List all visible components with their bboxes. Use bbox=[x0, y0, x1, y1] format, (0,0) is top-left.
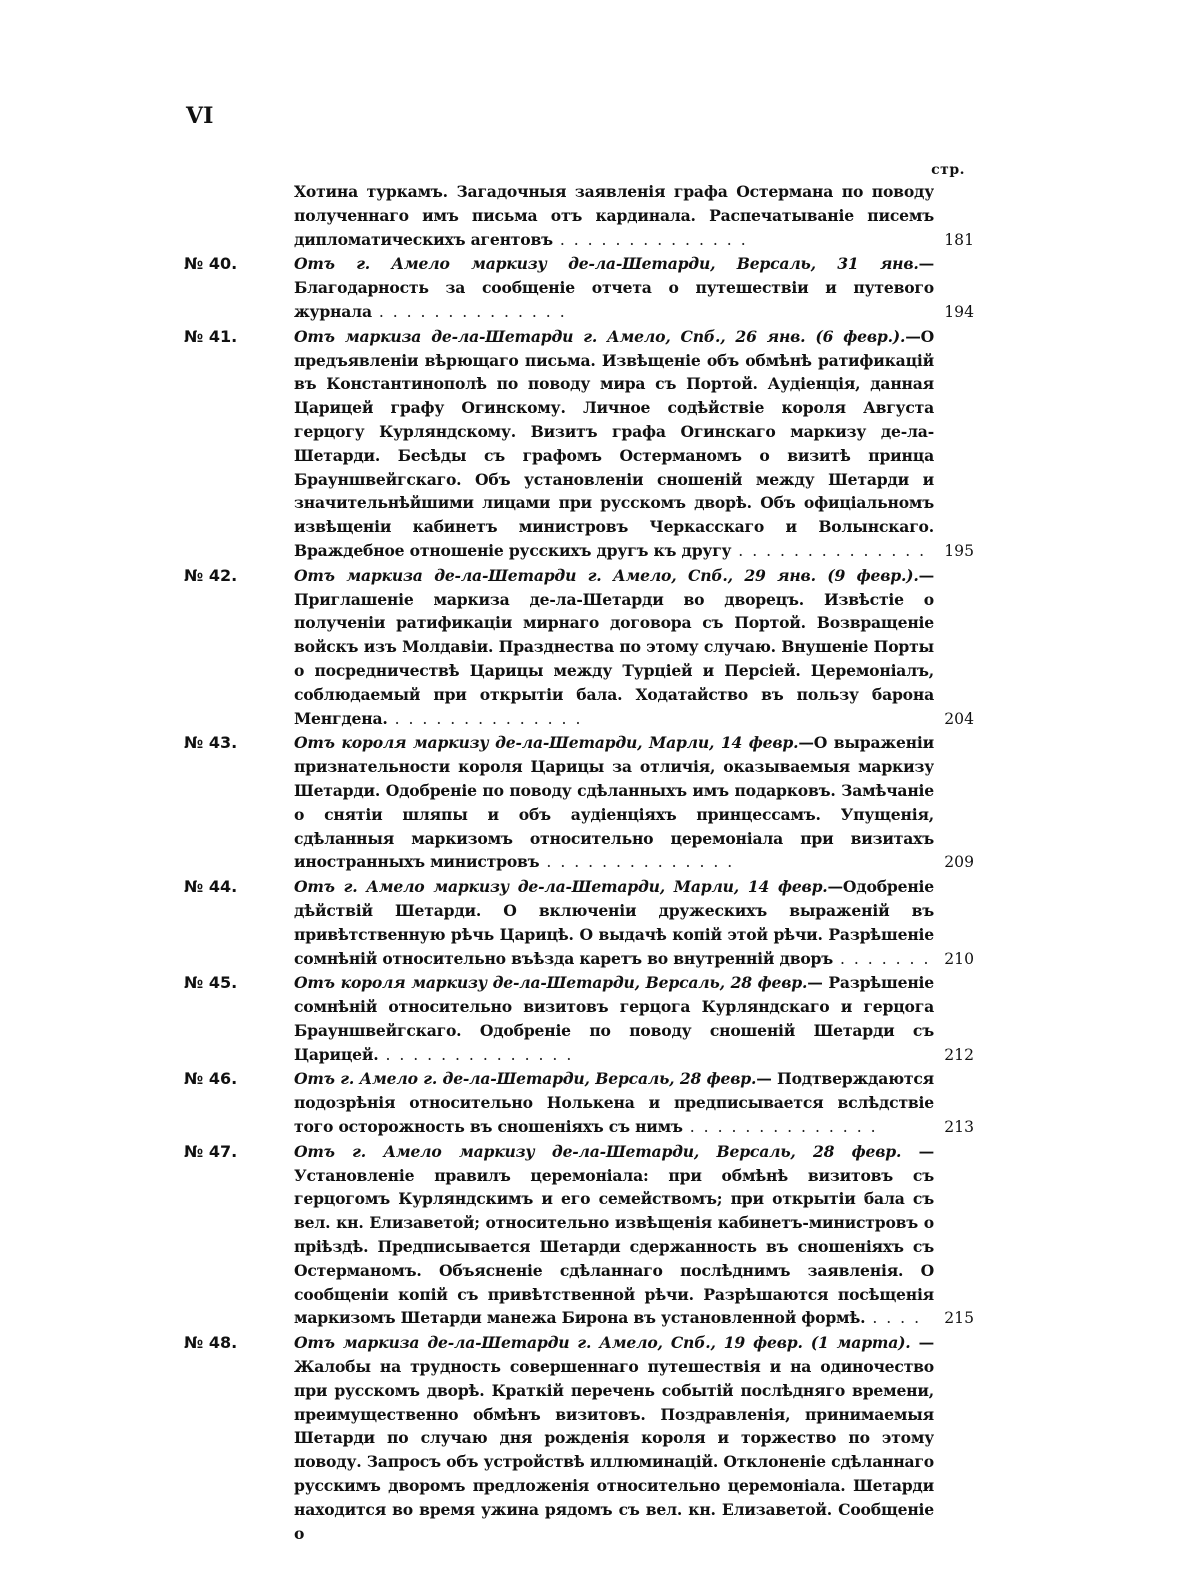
entry-description bbox=[294, 731, 934, 875]
entry-heading: Отъ маркиза де-ла-Шетарди г. Амело, Спб., 19 февр. (1 марта). bbox=[294, 1333, 911, 1353]
page-number: VI bbox=[186, 103, 214, 129]
entry-page-number: 204 bbox=[944, 709, 974, 728]
entry-page-number: 213 bbox=[944, 1118, 974, 1137]
entry-summary: — Установленіе правилъ церемоніала: при обмѣнѣ визитовъ съ герцогомъ Курляндскимъ и его семействомъ; при открытіи бала съ вел. кн. Елизаветой; относительно извѣщенія кабинетъ-министровъ о пріѣздѣ. Предписывается Шетарди сдержанность въ сношеніяхъ съ Остерманомъ. Объясненіе сдѣланнаго послѣднимъ заявленія. О сообщеніи копій съ привѣтственной рѣчи. Разрѣшаются посѣщенія маркизомъ Шетарди манежа Бирона въ установленной формѣ. bbox=[294, 1141, 934, 1328]
entry-number: № 44. bbox=[184, 877, 238, 897]
entry-page-number: 181 bbox=[944, 230, 974, 249]
toc-entry bbox=[184, 180, 974, 252]
entry-number: № 42. bbox=[184, 565, 238, 585]
entry-summary: —О выраженіи признательности короля Царицы за отличія, оказываемыя маркизу Шетарди. Одобреніе по поводу сдѣланныхъ имъ подарковъ. Замѣчаніе о снятіи шляпы и объ аудіенціяхъ принцессамъ. Упущенія, сдѣланныя маркизомъ относительно церемоніала при визитахъ иностранныхъ министровъ bbox=[294, 733, 934, 872]
entry-page-number: 209 bbox=[944, 853, 974, 872]
dot-leader: . . . . . . . . . . . . . . bbox=[371, 302, 567, 321]
entry-number: № 47. bbox=[184, 1141, 238, 1161]
entry-heading: Отъ г. Амело маркизу де-ла-Шетарди, Версаль, 31 янв. bbox=[294, 254, 919, 274]
entry-description bbox=[294, 1331, 934, 1545]
dot-leader: . . . . . . . . . . . . . . bbox=[378, 1045, 574, 1064]
entry-summary: —Приглашеніе маркиза де-ла-Шетарди во дворецъ. Извѣстіе о полученіи ратификаціи мирнаго договора съ Портой. Возвращеніе войскъ изъ Молдавіи. Празднества по этому случаю. Внушеніе Порты о посредничествѣ Царицы между Турціей и Персіей. Церемоніалъ, соблюдаемый при открытіи бала. Ходатайство въ пользу барона Менгдена. bbox=[294, 565, 934, 728]
entry-description bbox=[294, 564, 934, 732]
entry-heading: Отъ короля маркизу де-ла-Шетарди, Марли, 14 февр. bbox=[294, 733, 799, 753]
entry-number: № 48. bbox=[184, 1333, 238, 1353]
entry-heading: Отъ короля маркизу де-ла-Шетарди, Версаль, 28 февр. bbox=[294, 973, 808, 993]
toc-entry bbox=[184, 252, 974, 324]
entry-page-number: 212 bbox=[944, 1045, 974, 1064]
entry-summary: — Разрѣшеніе сомнѣній относительно визитовъ герцога Курляндскаго и герцога Брауншвейгскаго. Одобреніе по поводу сношеній Шетарди съ Царицей. bbox=[294, 973, 934, 1064]
toc-entry bbox=[184, 875, 974, 971]
entry-summary: — Благодарность за сообщеніе отчета о путешествіи и путевого журнала bbox=[294, 254, 934, 321]
entry-heading: Отъ г. Амело маркизу де-ла-Шетарди, Версаль, 28 февр. bbox=[294, 1141, 902, 1161]
entry-summary: —Одобреніе дѣйствій Шетарди. О включеніи дружескихъ выраженій въ привѣтственную рѣчь Царицѣ. О выдачѣ копій этой рѣчи. Разрѣшеніе сомнѣній относительно въѣзда каретъ во внутренній дворъ bbox=[294, 877, 934, 968]
entry-description bbox=[294, 1140, 934, 1331]
entry-page-number: 210 bbox=[944, 949, 974, 968]
entry-page-number: 195 bbox=[944, 541, 974, 560]
entry-page-number: 194 bbox=[944, 302, 974, 321]
dot-leader: . . . . . . . . . . . . . . bbox=[552, 230, 748, 249]
toc-entry bbox=[184, 325, 974, 564]
entry-heading: Отъ маркиза де-ла-Шетарди г. Амело, Спб., 29 янв. (9 февр.). bbox=[294, 565, 919, 585]
entry-number: № 45. bbox=[184, 973, 238, 993]
page-column-header: стр. bbox=[931, 162, 965, 178]
entry-number: № 43. bbox=[184, 733, 238, 753]
entry-number: № 40. bbox=[184, 254, 238, 274]
entry-heading: Отъ г. Амело маркизу де-ла-Шетарди, Марли, 14 февр. bbox=[294, 877, 828, 897]
entry-page-number: 215 bbox=[944, 1309, 974, 1328]
entry-number bbox=[184, 180, 294, 252]
toc-entry bbox=[184, 731, 974, 875]
entry-summary: — Подтверждаются подозрѣнія относительно Нолькена и предписывается вслѣдствіе того осторожность въ сношеніяхъ съ нимъ bbox=[294, 1069, 934, 1137]
entry-description bbox=[294, 180, 934, 252]
entry-description bbox=[294, 325, 934, 564]
toc-entry bbox=[184, 564, 974, 732]
entry-heading: Отъ маркиза де-ла-Шетарди г. Амело, Спб., 26 янв. (6 февр.). bbox=[294, 326, 906, 346]
entry-number: № 46. bbox=[184, 1069, 238, 1089]
dot-leader: . . . . . . . . . . . . . . bbox=[539, 853, 735, 872]
entry-summary: —О предъявленіи вѣрющаго письма. Извѣщеніе объ обмѣнѣ ратификацій въ Константинополѣ по поводу мира съ Портой. Аудіенція, данная Царицей графу Огинскому. Личное содѣйствіе короля Августа герцогу Курляндскому. Визитъ графа Огинскаго маркизу де-ла-Шетарди. Бесѣды съ графомъ Остерманомъ о визитѣ принца Брауншвейгскаго. Объ установленіи сношеній между Шетарди и значительнѣйшими лицами при русскомъ дворѣ. Объ офиціальномъ извѣщеніи кабинетъ министровъ Черкасскаго и Волынскаго. Враждебное отношеніе русскихъ другъ къ другу bbox=[294, 326, 934, 560]
entry-description bbox=[294, 875, 934, 971]
entry-summary: Хотина туркамъ. Загадочныя заявленія графа Остермана по поводу полученнаго имъ письма отъ кардинала. Распечатываніе писемъ дипломатическихъ агентовъ bbox=[294, 182, 934, 249]
entry-number: № 41. bbox=[184, 326, 238, 346]
entry-summary: — Жалобы на трудность совершеннаго путешествія и на одиночество при русскомъ дворѣ. Краткій перечень событій послѣдняго времени, преимущественно обмѣнъ визитовъ. Поздравленія, принимаемыя Шетарди по случаю дня рожденія короля и торжество по этому поводу. Запросъ объ устройствѣ иллюминацій. Отклоненіе сдѣланнаго русскимъ дворомъ предложенія относительно церемоніала. Шетарди находится во время ужина рядомъ съ вел. кн. Елизаветой. Сообщеніе о bbox=[294, 1333, 934, 1543]
toc-entry bbox=[184, 971, 974, 1067]
dot-leader: . . . . bbox=[865, 1309, 922, 1328]
toc-entry bbox=[184, 1067, 974, 1139]
dot-leader: . . . . . . . . . . . . . . bbox=[731, 541, 927, 560]
dot-leader: . . . . . . . . . . . . . . bbox=[387, 709, 583, 728]
entry-description bbox=[294, 252, 934, 324]
dot-leader: . . . . . . . bbox=[833, 949, 931, 968]
toc-entry bbox=[184, 1140, 974, 1331]
entry-description bbox=[294, 971, 934, 1067]
entry-description bbox=[294, 1067, 934, 1139]
table-of-contents bbox=[184, 180, 974, 1545]
entry-heading: Отъ г. Амело г. де-ла-Шетарди, Версаль, 28 февр. bbox=[294, 1069, 757, 1089]
dot-leader: . . . . . . . . . . . . . . bbox=[682, 1118, 878, 1137]
toc-entry bbox=[184, 1331, 974, 1545]
